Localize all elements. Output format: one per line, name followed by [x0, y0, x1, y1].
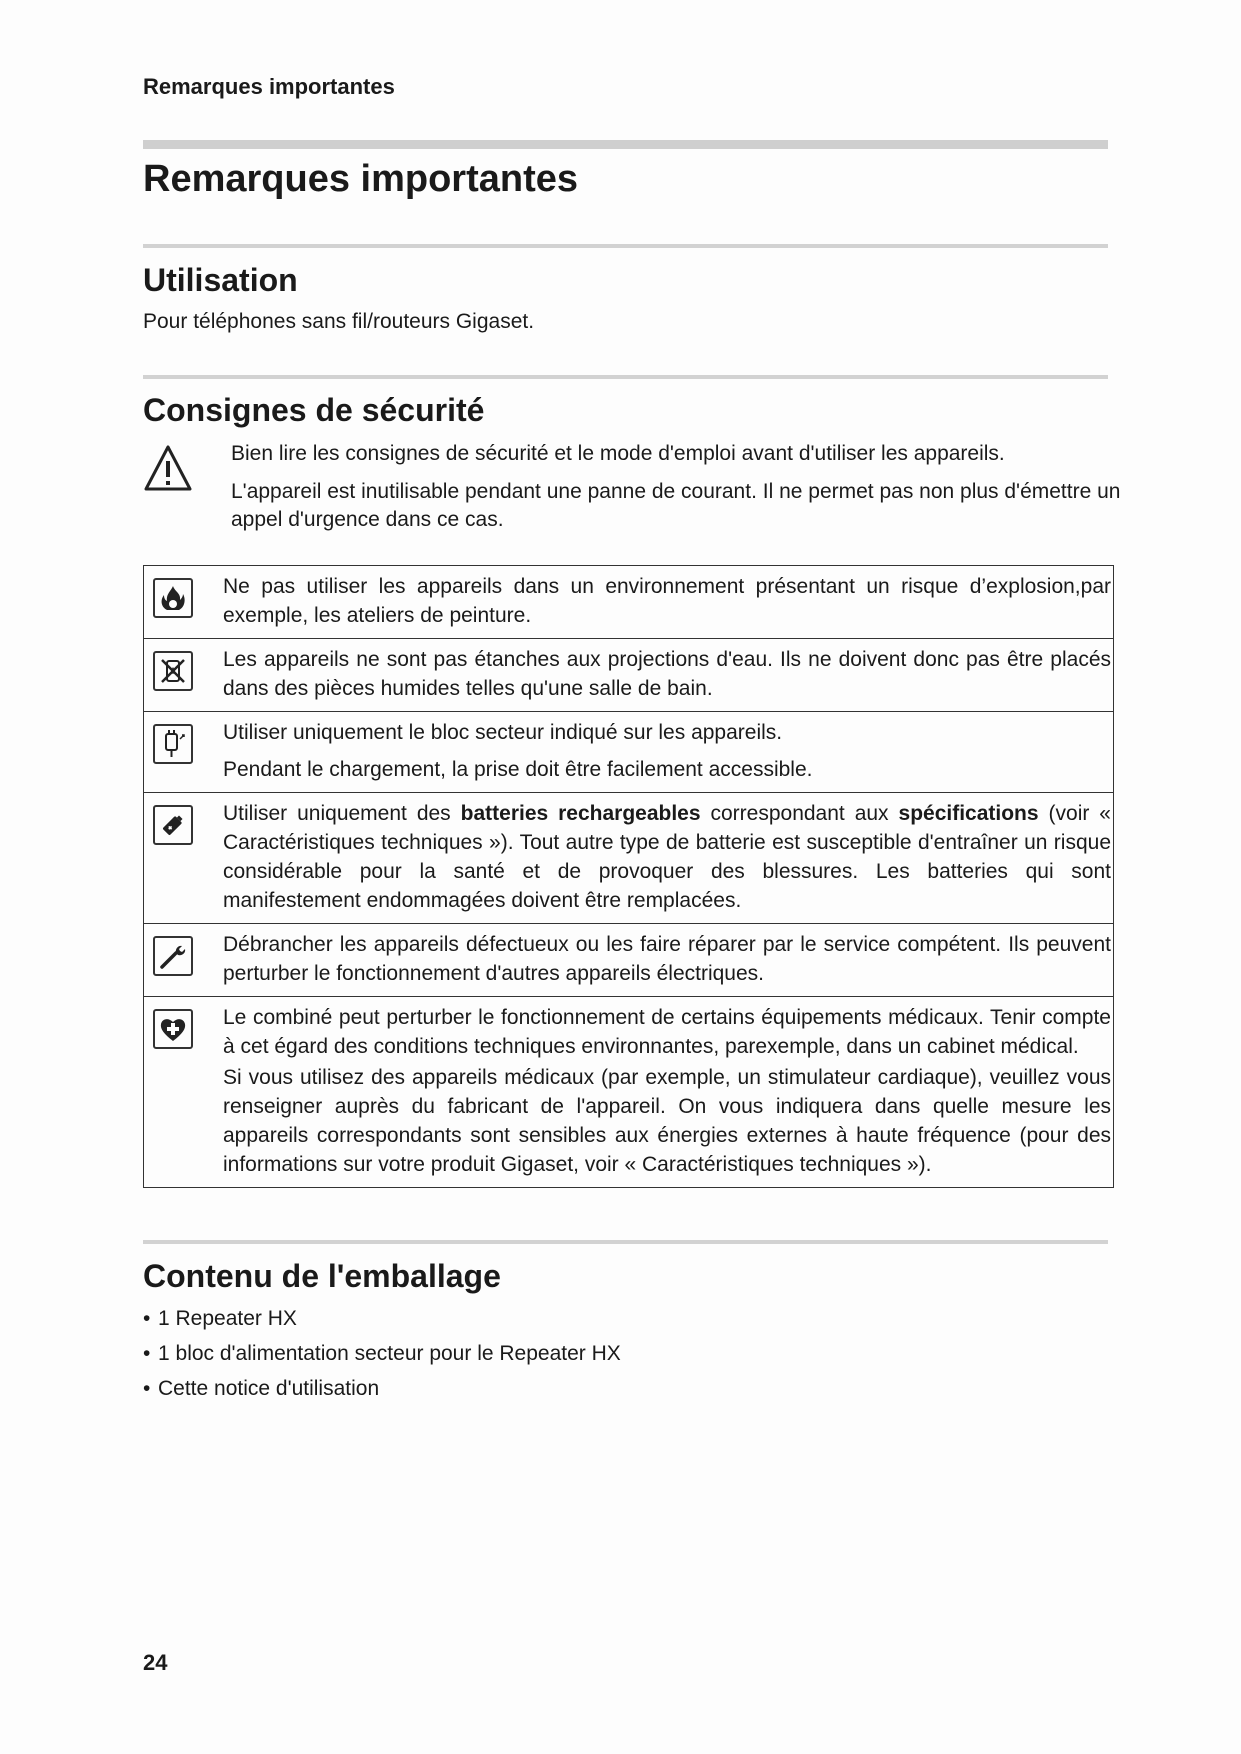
warning-triangle-icon — [143, 443, 193, 493]
page-number: 24 — [143, 1650, 168, 1675]
safety-text: Débrancher les appareils défectueux ou les faire réparer par le service compétent. Ils peuvent perturber le fonctionnement d'autres appareils électriques. — [223, 933, 1111, 985]
wrench-icon — [153, 936, 193, 976]
list-item-text: 1 bloc d'alimentation secteur pour le Repeater HX — [158, 1342, 621, 1365]
power-plug-icon — [153, 724, 193, 764]
bullet: • — [143, 1342, 151, 1365]
list-item — [143, 1377, 621, 1412]
safety-heading: Consignes de sécurité — [143, 392, 485, 428]
list-item — [143, 1307, 621, 1342]
section-divider — [143, 244, 1108, 248]
explosion-icon — [153, 578, 193, 618]
safety-intro-line: L'appareil est inutilisable pendant une panne de courant. Il ne permet pas non plus d'émettre un appel d'urgence dans ce cas. — [231, 480, 1121, 531]
section-divider — [143, 375, 1108, 379]
safety-intro-line: Bien lire les consignes de sécurité et le mode d'emploi avant d'utiliser les appareils. — [231, 442, 1005, 465]
battery-icon — [153, 805, 193, 845]
safety-text: Ne pas utiliser les appareils dans un environnement présentant un risque d’explosion,par exemple, les ateliers de peinture. — [223, 575, 1111, 627]
battery-text-bold: spécifications — [898, 802, 1039, 825]
safety-row — [144, 997, 1114, 1188]
usage-text: Pour téléphones sans fil/routeurs Gigaset. — [143, 310, 535, 333]
list-item-text: 1 Repeater HX — [158, 1307, 297, 1330]
title-rule — [143, 140, 1108, 149]
safety-text: Les appareils ne sont pas étanches aux projections d'eau. Ils ne doivent donc pas être placés dans des pièces humides telles qu'une salle de bain. — [223, 648, 1111, 700]
list-item-text: Cette notice d'utilisation — [158, 1377, 380, 1400]
package-list — [143, 1307, 621, 1412]
no-water-icon — [153, 651, 193, 691]
section-divider — [143, 1240, 1108, 1244]
battery-text-pre: Utiliser uniquement des — [223, 802, 461, 825]
page-title: Remarques importantes — [143, 158, 579, 200]
safety-text: Si vous utilisez des appareils médicaux (par exemple, un stimulateur cardiaque), veuillez vous renseigner auprès du fabricant de l'appareil. On vous indiquera dans quelle mesure les appareils correspondants sont sensibles aux énergies externes à haute fréquence (pour des informations sur votre produit Gigaset, voir « Caractéristiques techniques »). — [223, 1066, 1111, 1176]
battery-text-mid: correspondant aux — [700, 802, 899, 825]
package-heading: Contenu de l'emballage — [143, 1258, 501, 1294]
running-header: Remarques importantes — [143, 74, 395, 99]
safety-row — [144, 924, 1114, 997]
safety-row — [144, 712, 1114, 793]
safety-row — [144, 566, 1114, 639]
safety-text: Le combiné peut perturber le fonctionnement de certains équipements médicaux. Tenir compte à cet égard des conditions techniques environnantes, parexemple, dans un cabinet médical. — [223, 1006, 1111, 1058]
safety-table — [143, 565, 1114, 1188]
medical-heart-icon — [153, 1009, 193, 1049]
list-item — [143, 1342, 621, 1377]
safety-row — [144, 639, 1114, 712]
safety-text: Utiliser uniquement le bloc secteur indiqué sur les appareils. — [223, 721, 783, 744]
safety-text-battery — [223, 799, 1111, 915]
safety-row — [144, 793, 1114, 924]
safety-text: Pendant le chargement, la prise doit être facilement accessible. — [223, 758, 813, 781]
battery-text-post: (voir « Caractéristiques techniques »). Tout autre type de batterie est susceptible d'entraîner un risque considérable pour la santé et de provoquer des blessures. Les batteries qui sont manifestement endommagées doivent être remplacées. — [223, 802, 1111, 912]
battery-text-bold: batteries rechargeables — [460, 802, 701, 825]
usage-heading: Utilisation — [143, 262, 298, 298]
bullet: • — [143, 1307, 151, 1330]
bullet: • — [143, 1377, 151, 1400]
